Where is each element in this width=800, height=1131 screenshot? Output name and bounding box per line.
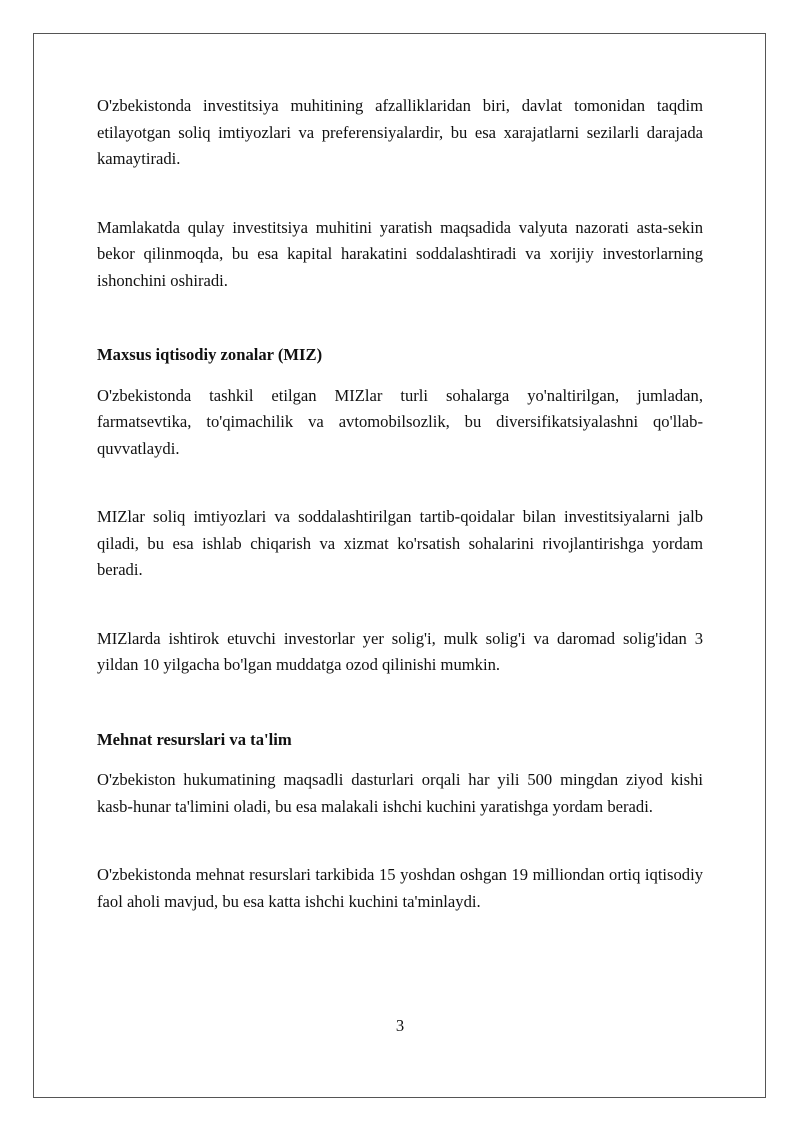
- paragraph-miz-sectors: O'zbekistonda tashkil etilgan MIZlar turli sohalarga yo'naltirilgan, jumladan, farmatsevtika, to'qimachilik va avtomobilsozlik, bu diversifikatsiyalashni qo'llab-quvvatlaydi.: [97, 385, 703, 458]
- paragraph-tax-incentives: O'zbekistonda investitsiya muhitining afzalliklaridan biri, davlat tomonidan taqdim etilayotgan soliq imtiyozlari va preferensiyalardir, bu esa xarajatlarni sezilarli darajada kamaytiradi.: [97, 96, 703, 168]
- paragraph-vocational-training: O'zbekiston hukumatining maqsadli dasturlari orqali har yili 500 mingdan ziyod kishi kasb-hunar ta'limini oladi, bu esa malakali ishchi kuchini yaratishga yordam beradi.: [97, 770, 703, 816]
- document-body: [97, 93, 703, 915]
- paragraph-miz-tax-exemption: MIZlarda ishtirok etuvchi investorlar yer solig'i, mulk solig'i va daromad solig'idan 3 yildan 10 yilgacha bo'lgan muddatga ozod qilinishi mumkin.: [97, 628, 703, 674]
- paragraph-active-population: O'zbekistonda mehnat resurslari tarkibida 15 yoshdan oshgan 19 milliondan ortiq iqtisodiy faol aholi mavjud, bu esa katta ishchi kuchini ta'minlaydi.: [97, 865, 703, 911]
- paragraph-miz-investments: MIZlar soliq imtiyozlari va soddalashtirilgan tartib-qoidalar bilan investitsiyalarni jalb qiladi, bu esa ishlab chiqarish va xizmat ko'rsatish sohalarini rivojlantirishga yordam beradi.: [97, 507, 703, 579]
- heading-special-economic-zones: Maxsus iqtisodiy zonalar (MIZ): [97, 345, 323, 364]
- page-number: 3: [395, 1016, 405, 1035]
- paragraph-currency-control: Mamlakatda qulay investitsiya muhitini yaratish maqsadida valyuta nazorati asta-sekin bekor qilinmoqda, bu esa kapital harakatini soddalashtiradi va xorijiy investorlarning ishonchini oshiradi.: [97, 217, 703, 290]
- heading-labor-resources: Mehnat resurslari va ta'lim: [97, 729, 292, 749]
